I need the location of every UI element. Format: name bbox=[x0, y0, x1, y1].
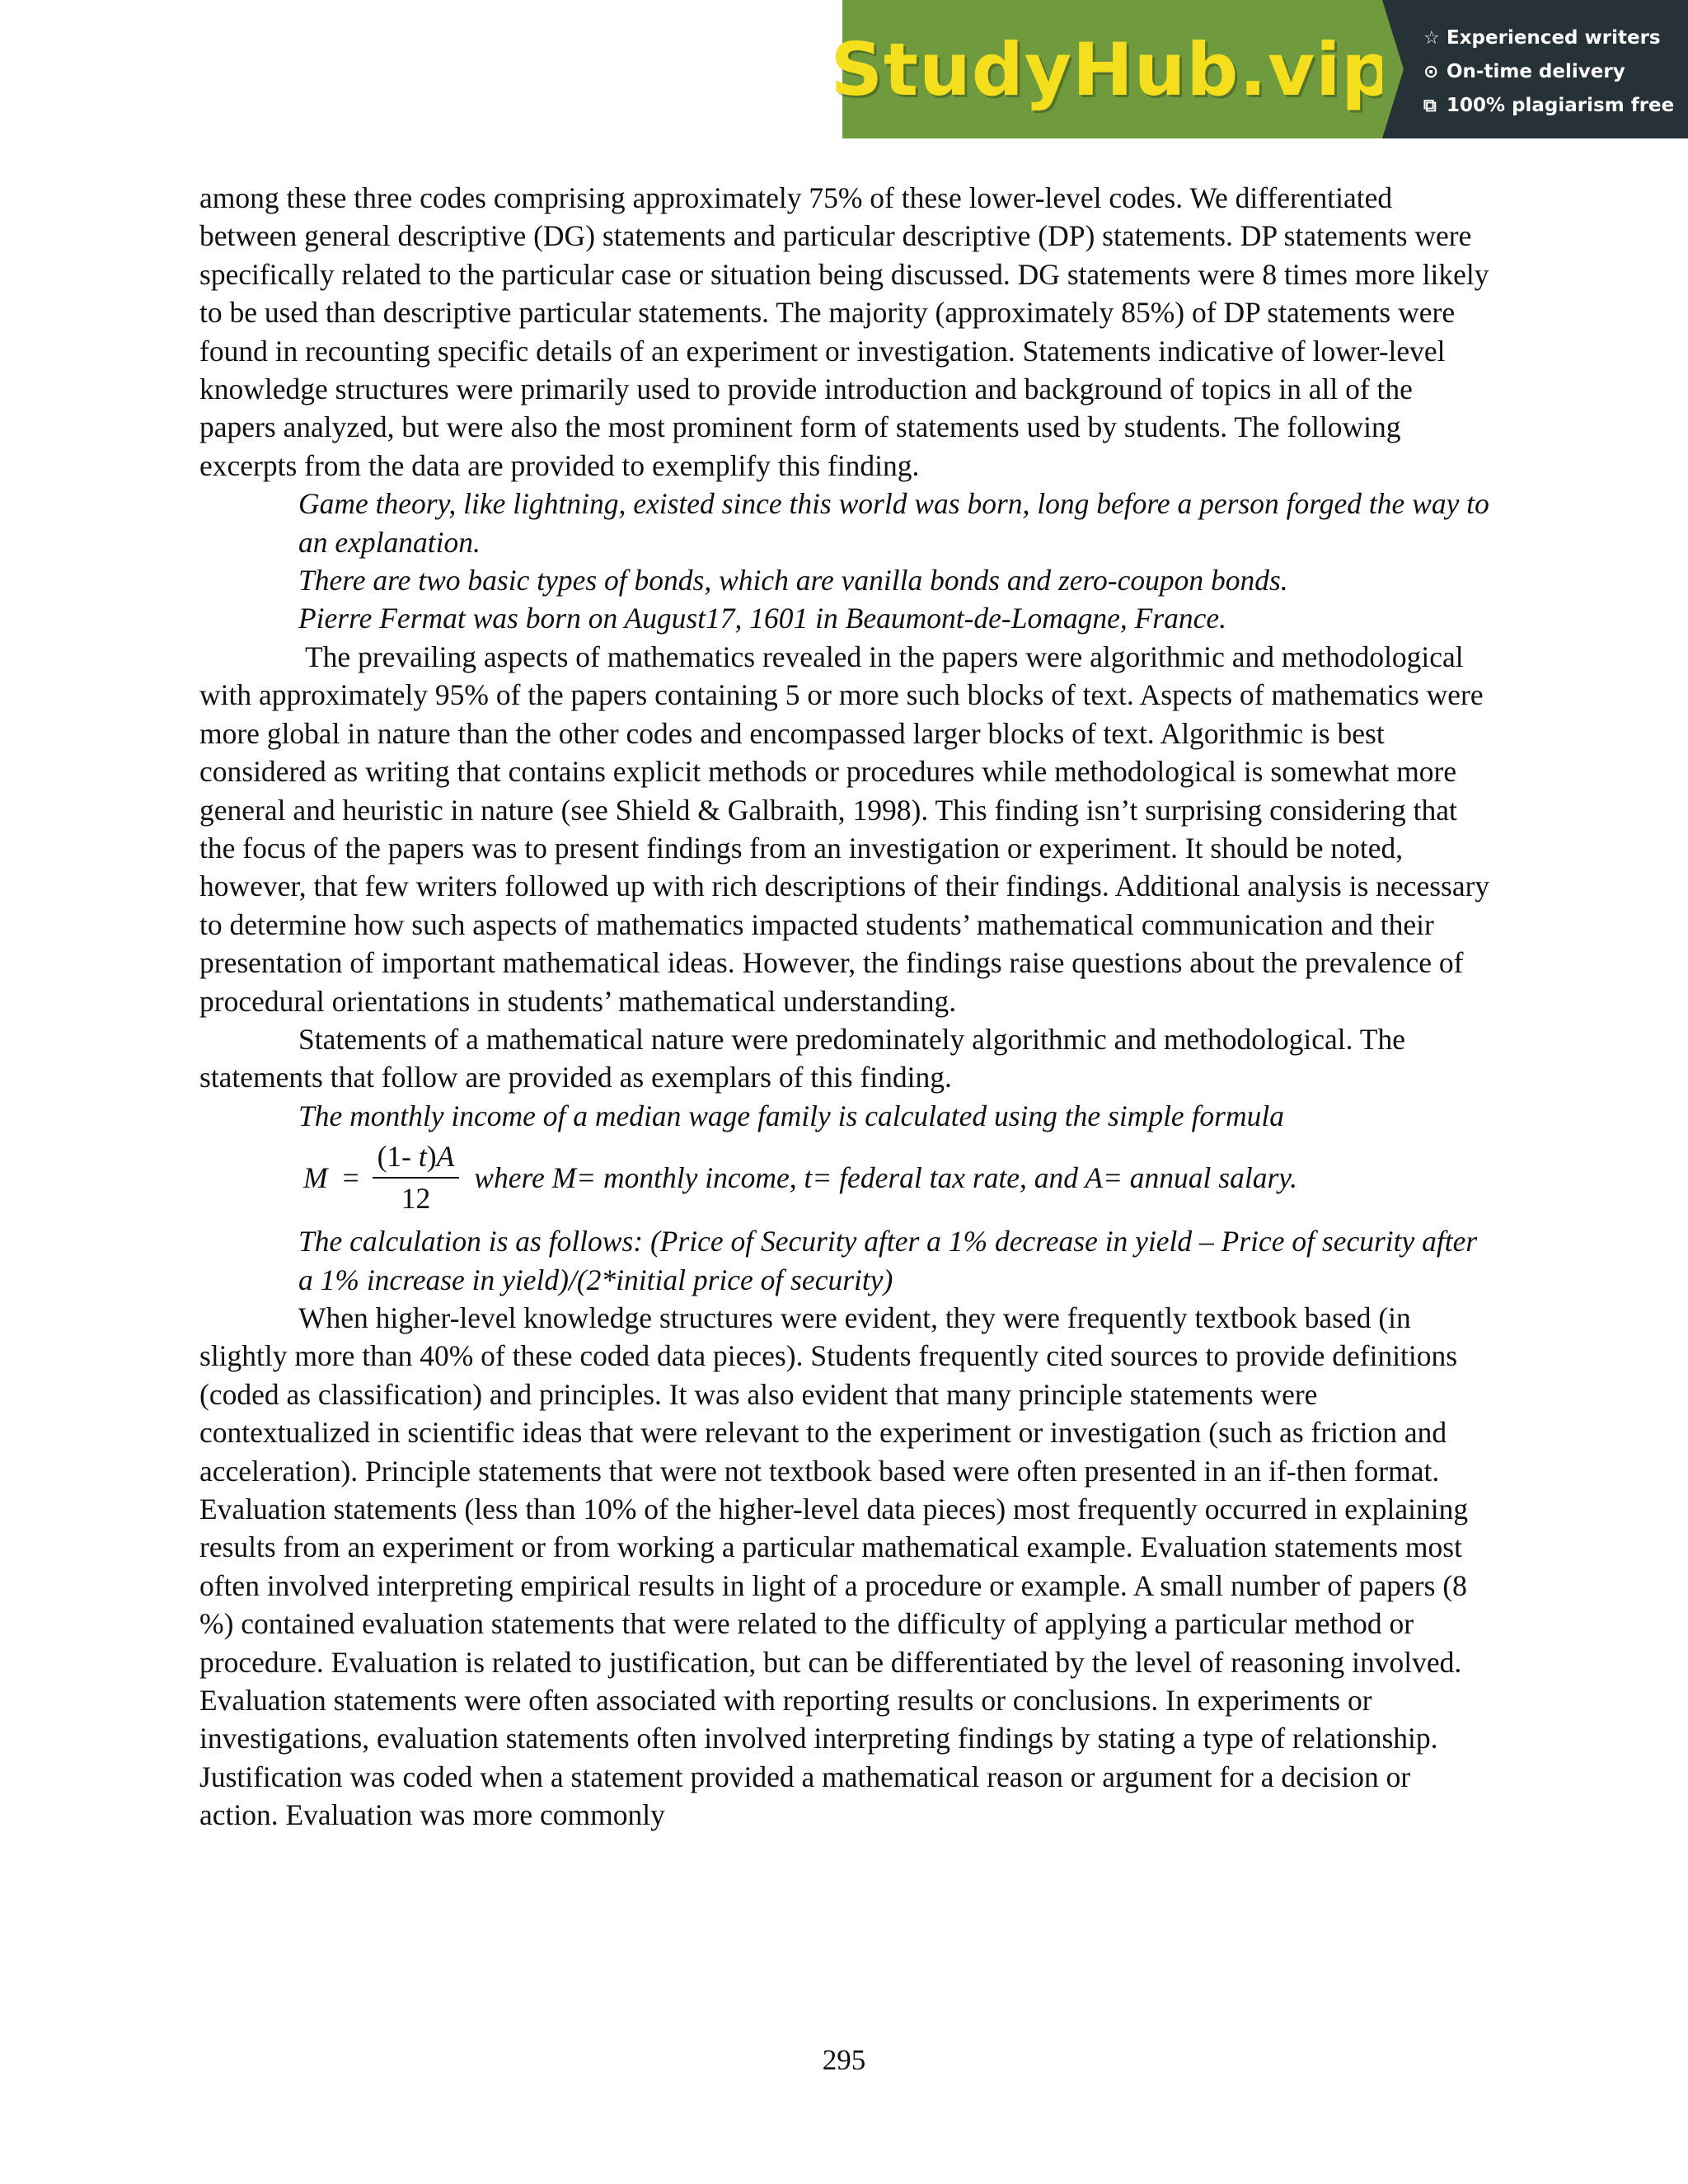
feature-plagiarism-free bbox=[1423, 89, 1688, 123]
numerator-t: t bbox=[418, 1140, 427, 1174]
feature-label: Experienced writers bbox=[1447, 27, 1661, 49]
formula-lhs: M bbox=[303, 1160, 328, 1194]
clock-icon: ⊙ bbox=[1423, 62, 1439, 82]
excerpt-block-lower-level bbox=[199, 485, 1493, 638]
monthly-income-formula bbox=[199, 1133, 1493, 1222]
excerpt-monthly-income: The monthly income of a median wage family is calculated using the simple formula bbox=[298, 1099, 1284, 1132]
formula-equals: = bbox=[342, 1160, 359, 1194]
paragraph-higher-level-knowledge: When higher-level knowledge structures were evident, they were frequently textbook based (in slightly more than 40% of these coded data pieces). Students frequently cited sources to provide definitions (coded as classification) and principles. It was also evident that many principle statements were contextualized in scientific ideas that were relevant to the experiment or investigation (such as friction and acceleration). Principle statements that were not textbook based were often presented in an if-then format. Evaluation statements (less than 10% of the higher-level data pieces) most frequently occurred in explaining results from an experiment or from working a particular mathematical example. Evaluation statements most often involved interpreting empirical results in light of a procedure or example. A small number of papers (8 %) contained evaluation statements that were related to the difficulty of applying a particular method or procedure. Evaluation is related to justification, but can be differentiated by the level of reasoning involved. Evaluation statements were often associated with reporting results or conclusions. In experiments or investigations, evaluation statements often involved interpreting findings by stating a type of relationship. Justification was coded when a statement provided a mathematical reason or argument for a decision or action. Evaluation was more commonly bbox=[199, 1301, 1469, 1832]
studyhub-banner[interactable] bbox=[830, 0, 1688, 138]
star-icon: ☆ bbox=[1423, 28, 1440, 49]
formula-fraction bbox=[373, 1137, 460, 1218]
page-number: 295 bbox=[822, 2044, 866, 2076]
feature-label: On-time delivery bbox=[1447, 61, 1625, 82]
paragraph-lower-level-codes: among these three codes comprising approximately 75% of these lower-level codes. We differentiated between general descriptive (DG) statements and particular descriptive (DP) statements. DP statements were specifically related to the particular case or situation being discussed. DG statements were 8 times more likely to be used than descriptive particular statements. The majority (approximately 85%) of DP statements were found in recounting specific details of an experiment or investigation. Statements indicative of lower-level knowledge structures were primarily used to provide introduction and background of topics in all of the papers analyzed, but were also the most prominent form of statements used by students. The following excerpts from the data are provided to exemplify this finding. bbox=[199, 181, 1489, 482]
excerpt-price-calculation: The calculation is as follows: (Price of Security after a 1% decrease in yield – Price of security after a 1% increase in yield)/(2*initial price of security) bbox=[298, 1225, 1478, 1296]
document-body bbox=[199, 179, 1493, 1835]
excerpt-game-theory: Game theory, like lightning, existed since this world was born, long before a person forged the way to an explanation. bbox=[298, 487, 1489, 559]
logo-text: StudyHub.vip bbox=[830, 26, 1395, 112]
numerator-a: A bbox=[436, 1140, 455, 1174]
paragraph-mathematical-nature: Statements of a mathematical nature were predominately algorithmic and methodological. The statements that follow are provided as exemplars of this finding. bbox=[199, 1022, 1405, 1094]
feature-experienced-writers bbox=[1423, 21, 1688, 55]
excerpt-block-algorithmic bbox=[199, 1097, 1493, 1135]
studyhub-logo[interactable] bbox=[830, 0, 1395, 138]
feature-label: 100% plagiarism free bbox=[1447, 95, 1675, 116]
excerpt-fermat: Pierre Fermat was born on August17, 1601 in Beaumont-de-Lomagne, France. bbox=[298, 602, 1227, 635]
copy-icon: ⧉ bbox=[1423, 96, 1437, 116]
feature-on-time-delivery bbox=[1423, 55, 1688, 89]
numerator-part: (1- bbox=[377, 1140, 412, 1174]
formula-definitions: where M= monthly income, t= federal tax rate, and A= annual salary. bbox=[474, 1160, 1297, 1194]
banner-features-panel bbox=[1382, 0, 1688, 138]
excerpt-bonds: There are two basic types of bonds, which are vanilla bonds and zero-coupon bonds. bbox=[298, 564, 1288, 598]
excerpt-block-calculation bbox=[199, 1222, 1493, 1299]
formula-denominator: 12 bbox=[401, 1182, 431, 1216]
paragraph-aspects-of-mathematics: The prevailing aspects of mathematics revealed in the papers were algorithmic and methodological with approximately 95% of the papers containing 5 or more such blocks of text. Aspects of mathematics were more global in nature than the other codes and encompassed larger blocks of text. Algorithmic is best considered as writing that contains explicit methods or procedures while methodological is somewhat more general and heuristic in nature (see Shield & Galbraith, 1998). This finding isn’t surprising considering that the focus of the papers was to present findings from an investigation or experiment. It should be noted, however, that few writers followed up with rich descriptions of their findings. Additional analysis is necessary to determine how such aspects of mathematics impacted students’ mathematical communication and their presentation of important mathematical ideas. However, the findings raise questions about the prevalence of procedural orientations in students’ mathematical understanding. bbox=[199, 640, 1490, 1018]
formula-numerator bbox=[373, 1137, 460, 1179]
numerator-paren: ) bbox=[426, 1140, 437, 1174]
banner-arrow-shape bbox=[1382, 0, 1404, 138]
